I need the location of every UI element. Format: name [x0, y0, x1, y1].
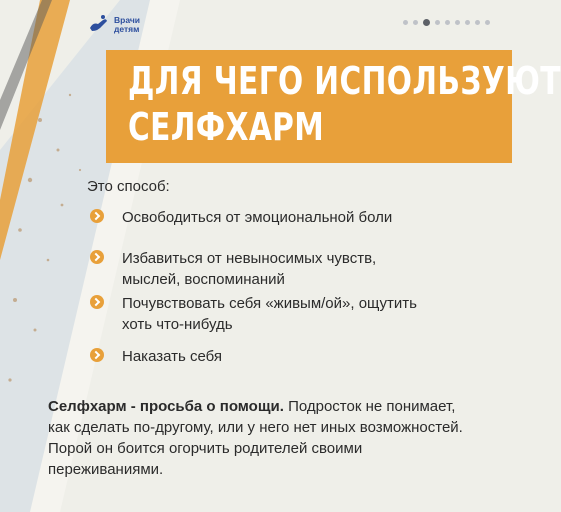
pager-dot[interactable]	[485, 20, 490, 25]
pager-dot[interactable]	[445, 20, 450, 25]
chevron-right-circle-icon	[90, 250, 104, 264]
pager-dot[interactable]	[475, 20, 480, 25]
list-item: Почувствовать себя «живым/ой», ощутить хоть что-нибудь	[90, 293, 490, 335]
list-item: Наказать себя	[90, 346, 490, 367]
paragraph-rest: Подросток не понимает, как сделать по-другому, или у него нет иных возможностей. Порой он боится огорчить родителей своими переживаниями.	[48, 398, 463, 478]
paragraph-bold: Селфхарм - просьба о помощи.	[48, 398, 284, 415]
list-item: Избавиться от невыносимых чувств, мыслей, воспоминаний	[90, 248, 490, 290]
intro-text: Это способ:	[87, 178, 170, 195]
pager-dot[interactable]	[455, 20, 460, 25]
pager-dot[interactable]	[465, 20, 470, 25]
chevron-right-circle-icon	[90, 348, 104, 362]
list-item: Освободиться от эмоциональной боли	[90, 207, 490, 228]
reasons-list	[90, 207, 490, 367]
chevron-right-circle-icon	[90, 209, 104, 223]
slide-pager	[403, 19, 490, 26]
title-banner	[106, 50, 561, 163]
hand-logo-icon	[88, 14, 110, 36]
pager-dot[interactable]	[423, 19, 430, 26]
brand-logo	[88, 14, 140, 36]
page-title: ДЛЯ ЧЕГО ИСПОЛЬЗУЮТ СЕЛФХАРМ	[128, 59, 561, 149]
logo-text: Врачи детям	[114, 15, 141, 34]
summary-paragraph	[48, 396, 468, 480]
pager-dot[interactable]	[413, 20, 418, 25]
pager-dot[interactable]	[403, 20, 408, 25]
pager-dot[interactable]	[435, 20, 440, 25]
chevron-right-circle-icon	[90, 295, 104, 309]
